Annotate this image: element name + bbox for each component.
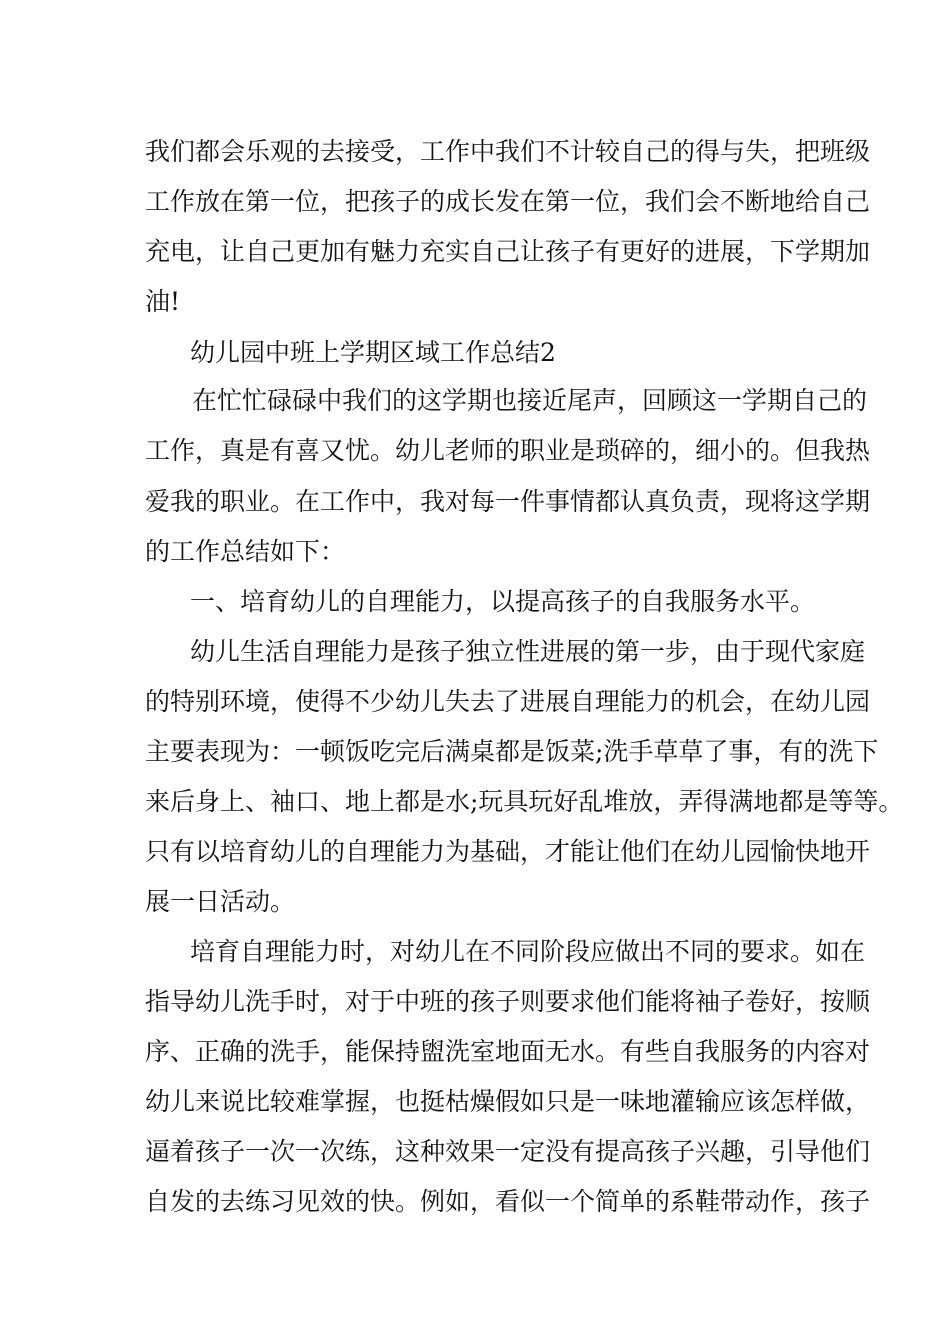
paragraph-line: 展一日活动。	[145, 887, 296, 916]
paragraph-line: 来后身上、袖口、地上都是水;玩具玩好乱堆放，弄得满地都是等等。	[145, 787, 904, 816]
paragraph-line: 油!	[145, 287, 181, 316]
paragraph-line: 充电，让自己更加有魅力充实自己让孩子有更好的进展，下学期加	[145, 237, 871, 266]
section-heading: 幼儿园中班上学期区域工作总结2	[190, 338, 556, 367]
paragraph-line: 培育自理能力时，对幼儿在不同阶段应做出不同的要求。如在	[190, 937, 866, 966]
paragraph-line: 自发的去练习见效的快。例如，看似一个简单的系鞋带动作，孩子	[145, 1187, 871, 1216]
paragraph-line: 幼儿来说比较难掌握，也挺枯燥假如只是一味地灌输应该怎样做，	[145, 1087, 871, 1116]
paragraph-line: 指导幼儿洗手时，对于中班的孩子则要求他们能将袖子卷好，按顺	[145, 987, 871, 1016]
paragraph-line: 主要表现为：一顿饭吃完后满桌都是饭菜;洗手草草了事，有的洗下	[145, 737, 879, 766]
paragraph-line: 爱我的职业。在工作中，我对每一件事情都认真负责，现将这学期	[145, 487, 871, 516]
paragraph-line: 的特别环境，使得不少幼儿失去了进展自理能力的机会，在幼儿园	[145, 687, 871, 716]
subheading: 一、培育幼儿的自理能力，以提高孩子的自我服务水平。	[190, 587, 816, 616]
paragraph-line: 我们都会乐观的去接受，工作中我们不计较自己的得与失，把班级	[145, 137, 871, 166]
paragraph-line: 在忙忙碌碌中我们的这学期也接近尾声，回顾这一学期自己的	[192, 386, 868, 415]
paragraph-line: 逼着孩子一次一次练，这种效果一定没有提高孩子兴趣，引导他们	[145, 1137, 871, 1166]
paragraph-line: 工作放在第一位，把孩子的成长发在第一位，我们会不断地给自己	[145, 187, 871, 216]
paragraph-line: 幼儿生活自理能力是孩子独立性进展的第一步，由于现代家庭	[190, 637, 866, 666]
paragraph-line: 只有以培育幼儿的自理能力为基础，才能让他们在幼儿园愉快地开	[145, 837, 871, 866]
paragraph-line: 工作，真是有喜又忧。幼儿老师的职业是琐碎的，细小的。但我热	[145, 436, 871, 465]
paragraph-line: 的工作总结如下：	[145, 537, 346, 566]
paragraph-line: 序、正确的洗手，能保持盥洗室地面无水。有些自我服务的内容对	[145, 1037, 871, 1066]
